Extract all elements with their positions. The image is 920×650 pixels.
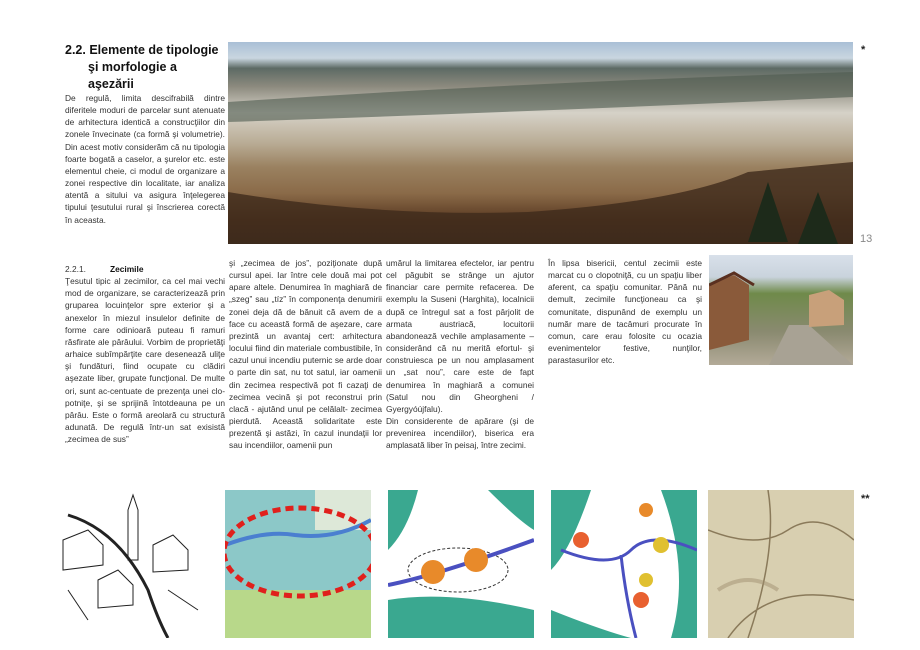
settlement-diagram-2 [551,490,697,638]
diagram-2 [551,490,697,638]
village-street-photo [709,255,853,365]
subsection-number: 2.2.1. [65,264,86,274]
page-number: 13 [860,233,873,245]
cadastral-map-illustration [225,490,371,638]
heading-line-2: şi morfologie a aşezării [88,60,177,91]
footnote-mark-bottom: ** [861,493,870,505]
heading-line-1: 2.2. Elemente de tipologie [65,43,219,57]
column-1 [65,263,225,445]
column-2-text: şi „zecimea de jos”, poziţionate după cursul apei. Iar între cele două mai pot apare altele. Denumirea în maghiară de „szeg” sau „tíz” în componenţa denumirii zonei deja dă de bănuit că avem de a face cu această formă de aşezare, care prezintă un avantaj cert: arhitectura locului fiind din materiale combustibile, în cazul unui incendiu puternic se arde doar o parte din sat, nu tot satul, iar oamenii din zecimea respectivă pot fi cazaţi de zecimea vecină şi pot reconstrui prin clacă - ajutând unul pe celălalt- zecimea pierdută. Această solidaritate este prezentă şi astăzi, în cazul inundaţii lor sau incendiilor, oamenii pun [229,258,382,451]
street-overlay [709,255,853,365]
landscape-overlay [228,42,853,244]
column-4-text: În lipsa bisericii, centul zecimii este marcat cu o clopotniţă, cu un spaţiu liber aferent, ca spaţiu comunitar. Până nu demult, zecimile funcţioneau ca şi comunitate, dispunând de exemplu un număr mare de tacâmuri procurate în comun, care erau folosite cu ocazia evenimentelor festive, nunţilor, parastasurilor etc. [548,258,702,366]
diagram-1 [388,490,534,638]
footnote-mark-top: * [861,44,866,56]
sketch [58,490,204,638]
column-1-text: Ţesutul tipic al zecimilor, ca cel mai vechi mod de organizare, se caracterizează prin gruparea locuinţelor spre exterior şi a anexelor în miezul insulelor definite de forme care odinioară puteau fi ramuri răsfirate ale pârâului. Vorbim de proprietăţi arhaice subîmpărţite care desenează uliţe şi fundături, fiind ocupate cu clădiri aşezate liber, grupate funcţional. De multe ori, sunt ac-centuate de prezenţa unei clo-potniţe, şi se sprijină întotdeauna pe un pârâu. Este o formă areolară cu structură adunată. De regulă într-un sat exisistă „zecimea de sus” [65,276,225,445]
section-heading [65,42,225,93]
village-sketch-drawing [58,490,204,638]
subsection-title: Zecimile [109,264,144,274]
subsection-heading [65,263,225,275]
map [225,490,371,638]
historical-map-lines [708,490,854,638]
intro-paragraph: De regulă, limita descifrabilă dintre diferitele moduri de parcelar sunt atenuate de arhitectura identică a construcţiilor din zonele învecinate (ca formă şi volumetrie). Din acest motiv considerăm că nu tipologia foarte bogată a caselor, a şurelor etc. este elementul cheie, ci modul de organizare a zonei respective din localitate, iar analiza atentă a sitului va asigura înţelegerea tipului ţesutului rural şi înscrierea corectă în aceasta. [65,93,225,225]
historical-map [708,490,854,638]
landscape-panorama-photo [228,42,853,244]
settlement-diagram-1 [388,490,534,638]
column-3-text-b: Din considerente de apărare (şi de prevenirea incendiilor), biserica era amplasată liber în peisaj, între zecimi. [386,416,534,451]
column-3-text-a: umărul la limitarea efectelor, iar pentru cel păgubit se strânge un ajutor financiar care permite refacerea. De exemplu la Suseni (Harghita), localnicii după ce întregul sat a fost pârjolit de armata austriacă, locuitorii abandonează vechile amplasamente – considerând că nu merită efortul- şi construiesca pe un nou amplasament un „sat nou”, care este de fapt denumirea în maghiară a comunei (Satul nou din Gheorgheni / Gyergyóújfalu). [386,258,534,414]
column-3 [386,257,534,452]
